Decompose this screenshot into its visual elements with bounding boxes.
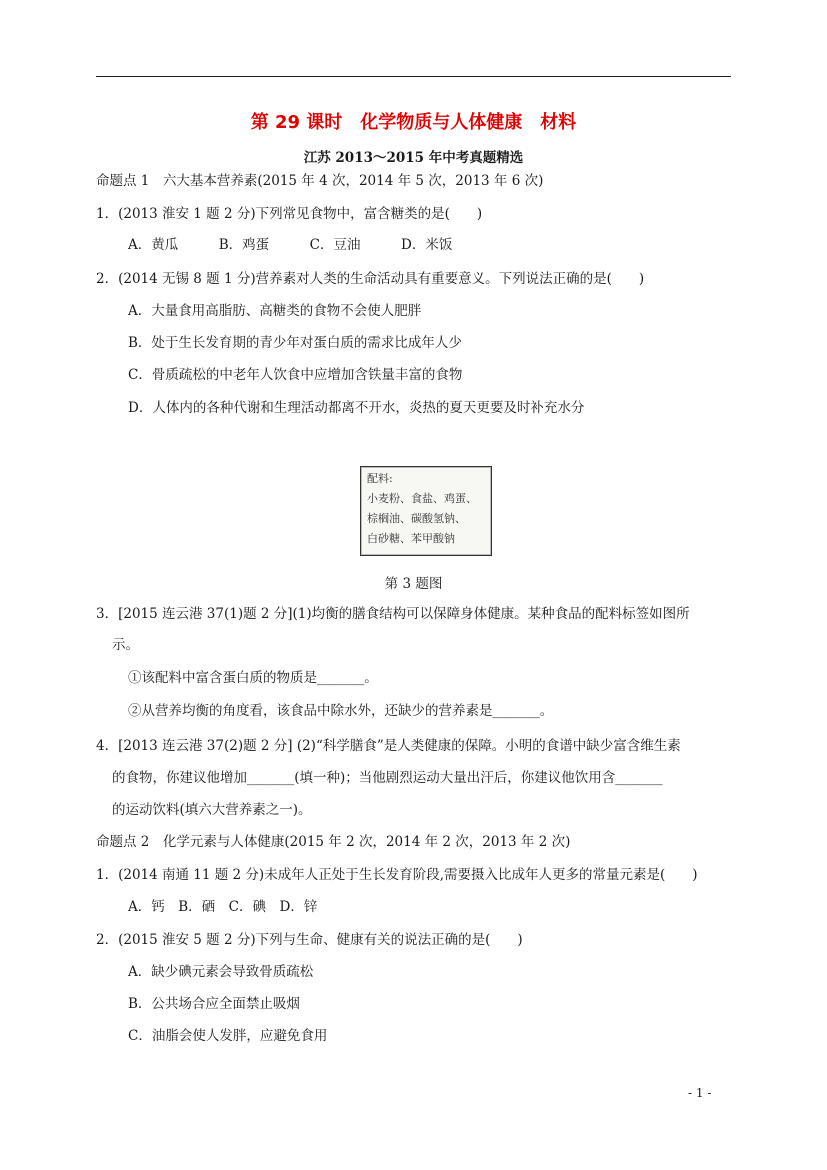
question-1-3: 3．[2015 连云港 37(1)题 2 分](1)均衡的膳食结构可以保障身体健康。某种食品的配料标签如图所 xyxy=(96,606,690,622)
question-2-1: 1．(2014 南通 11 题 2 分)未成年人正处于生长发育阶段,需要摄入比成年人更多的常量元素是( ) xyxy=(96,867,698,883)
question-1-2-option-d: D．人体内的各种代谢和生理活动都离不开水，炎热的夏天更要及时补充水分 xyxy=(128,400,585,416)
question-1-4-cont-2: 的运动饮料(填六大营养素之一)。 xyxy=(112,802,312,818)
page-title: 第 29 课时 化学物质与人体健康 材料 xyxy=(250,112,577,133)
page-number: - 1 - xyxy=(688,1086,712,1100)
question-1-1-options: A．黄瓜 B．鸡蛋 C．豆油 D．米饭 xyxy=(128,237,453,253)
question-1-2: 2．(2014 无锡 8 题 1 分)营养素对人类的生命活动具有重要意义。下列说法正确的是( ) xyxy=(96,271,645,287)
figure-caption: 第 3 题图 xyxy=(384,576,443,592)
figure-label-line: 棕榈油、碳酸氢钠、 xyxy=(367,512,466,525)
question-1-2-option-a: A．大量食用高脂肪、高糖类的食物不会使人肥胖 xyxy=(128,303,422,319)
question-1-1: 1．(2013 淮安 1 题 2 分)下列常见食物中，富含糖类的是( ) xyxy=(96,206,483,222)
question-2-2-option-b: B．公共场合应全面禁止吸烟 xyxy=(128,996,300,1012)
question-1-4: 4．[2013 连云港 37(2)题 2 分] (2)“科学膳食”是人类健康的保障。小明的食谱中缺少富含维生素 xyxy=(96,738,681,754)
question-2-2: 2．(2015 淮安 5 题 2 分)下列与生命、健康有关的说法正确的是( ) xyxy=(96,932,523,948)
figure-label-line: 白砂糖、苯甲酸钠 xyxy=(367,532,455,545)
question-2-1-options: A．钙 B．硒 C．碘 D．锌 xyxy=(128,899,318,915)
figure-label-line: 配料: xyxy=(367,472,393,485)
question-1-4-cont: 的食物，你建议他增加_______(填一种)；当他剧烈运动大量出汗后，你建议他饮用含_______ xyxy=(112,770,663,786)
question-2-2-option-c: C．油脂会使人发胖，应避免食用 xyxy=(128,1028,328,1044)
question-1-3-part-1: ①该配料中富含蛋白质的物质是_______。 xyxy=(128,670,378,686)
question-1-2-option-c: C．骨质疏松的中老年人饮食中应增加含铁量丰富的食物 xyxy=(128,367,463,383)
figure-label-line: 小麦粉、食盐、鸡蛋、 xyxy=(367,492,477,505)
question-1-3-cont: 示。 xyxy=(112,637,139,653)
question-1-2-option-b: B．处于生长发育期的青少年对蛋白质的需求比成年人少 xyxy=(128,335,462,351)
ingredient-label-figure xyxy=(360,466,492,556)
header-rule xyxy=(96,76,731,77)
section-heading-2: 命题点 2 化学元素与人体健康(2015 年 2 次，2014 年 2 次，2013 年 2 次) xyxy=(96,834,571,850)
question-2-2-option-a: A．缺少碘元素会导致骨质疏松 xyxy=(128,964,314,980)
section-heading-1: 命题点 1 六大基本营养素(2015 年 4 次，2014 年 5 次，2013 年 6 次) xyxy=(96,173,544,189)
page-subtitle: 江苏 2013～2015 年中考真题精选 xyxy=(303,150,524,166)
question-1-3-part-2: ②从营养均衡的角度看，该食品中除水外，还缺少的营养素是_______。 xyxy=(128,703,554,719)
